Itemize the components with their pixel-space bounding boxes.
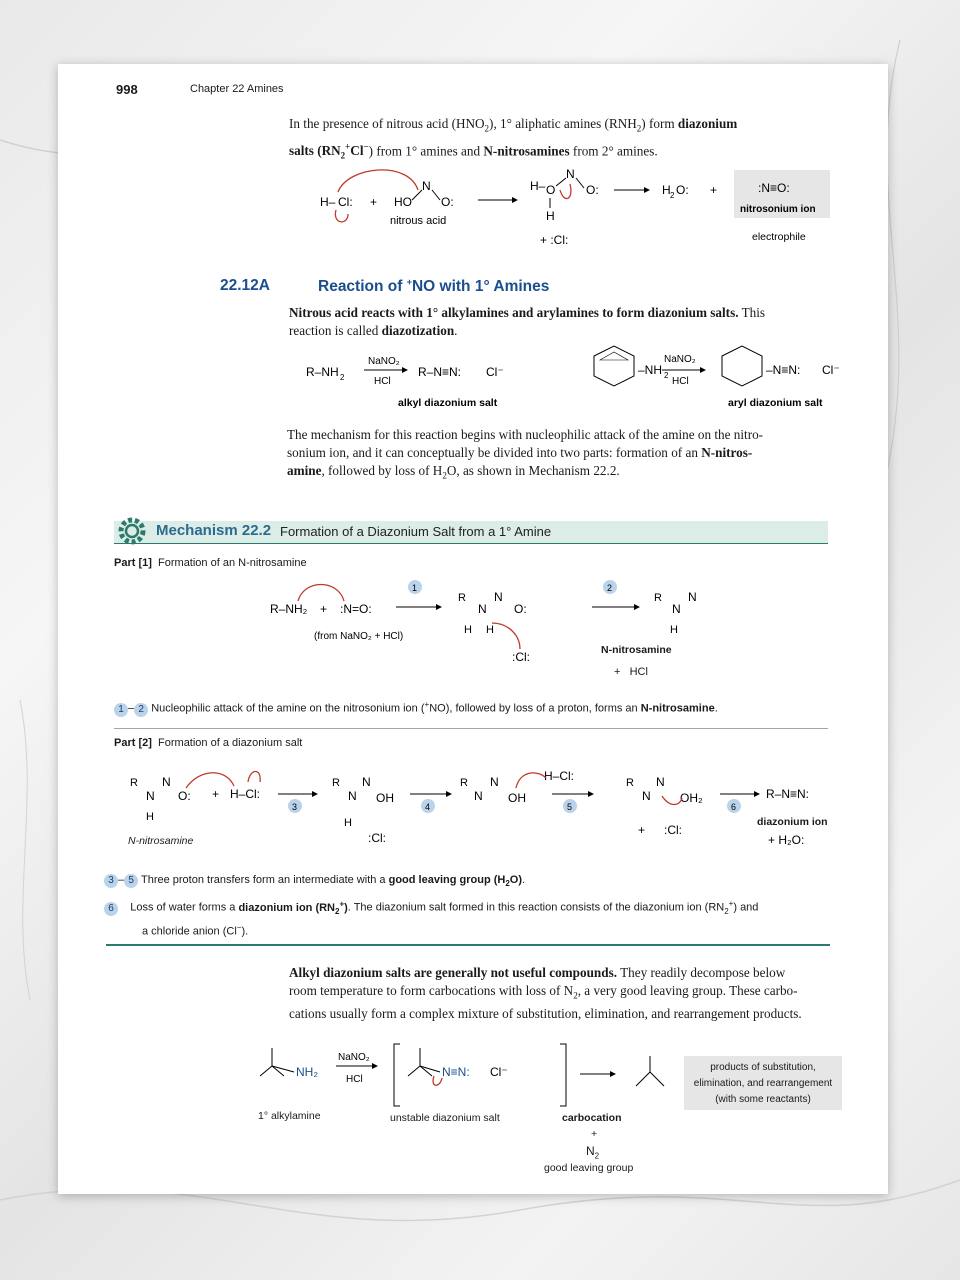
intro-term: Cl [350, 143, 364, 159]
svg-text:HO: HO [394, 195, 412, 209]
plus-sign: + [591, 1128, 598, 1140]
step-badge: 6 [104, 902, 118, 916]
svg-text:2: 2 [670, 191, 675, 200]
svg-text:O:: O: [586, 183, 599, 197]
intro-term: N-nitrosamines [483, 143, 570, 159]
nitrous-acid-label: nitrous acid [390, 215, 447, 227]
products-line: products of substitution, [710, 1062, 816, 1073]
svg-text::Cl:: :Cl: [368, 831, 386, 845]
svg-text:N: N [362, 775, 371, 789]
svg-text:4: 4 [425, 802, 431, 812]
part1-note-text: Nucleophilic attack of the amine on the nitrosonium ion ( [151, 702, 425, 715]
svg-text:H–Cl:: H–Cl: [544, 769, 575, 783]
diazotization-scheme [298, 342, 858, 412]
part2-note-text: . [522, 874, 526, 886]
part2-desc: Formation of a diazonium salt [158, 737, 303, 749]
svg-text:NaNO₂: NaNO₂ [368, 356, 400, 367]
svg-text:NaNO₂: NaNO₂ [664, 354, 696, 365]
svg-text::Cl:: :Cl: [664, 823, 682, 837]
svg-text:+: + [212, 787, 220, 801]
part2-note-term: ) [344, 901, 348, 914]
svg-text:N: N [474, 789, 483, 803]
svg-text:N: N [566, 167, 575, 181]
diazotization-term: diazotization [381, 323, 455, 338]
svg-text:O:: O: [676, 183, 689, 197]
svg-text:N: N [162, 775, 171, 789]
section-title-part: NO with 1° Amines [411, 278, 550, 296]
part1-desc: Formation of an N-nitrosamine [158, 557, 307, 569]
good-leaving-group-label: good leaving group [544, 1162, 634, 1174]
mechanism-end-rule [106, 944, 830, 946]
svg-text:2: 2 [664, 371, 669, 380]
svg-text:N: N [672, 602, 681, 616]
mechanism-subtitle: Formation of a Diazonium Salt from a 1° Amine [280, 524, 552, 539]
svg-text:+: + [710, 183, 718, 197]
closing-text: room temperature to form carbocations with loss of N [289, 983, 574, 998]
svg-text::Cl:: :Cl: [512, 650, 530, 664]
part2-note-term: diazonium ion (RN [238, 901, 335, 914]
part2-note-term: good leaving group (H [388, 874, 506, 886]
svg-text:R–N≡N:: R–N≡N: [418, 365, 462, 379]
svg-text:Cl⁻: Cl⁻ [822, 363, 840, 377]
divider [114, 728, 828, 729]
section-number: 22.12A [220, 277, 270, 294]
svg-text:+: + [320, 602, 328, 616]
closing-text: cations usually form a complex mixture of substitution, elimination, and rearrangement products. [289, 1005, 802, 1021]
svg-text:N: N [494, 590, 503, 604]
svg-text:H: H [670, 624, 678, 636]
intro-term: salts (RN [289, 143, 341, 159]
closing-paragraph: Alkyl diazonium salts are generally not useful compounds. They readily decompose below room temperature to form carbocations with loss of $N_2$, a very good leaving group. These carbo- cations usually form a complex mixture of substitution, elimination, and rearrangement products. [289, 964, 834, 1023]
part2-note-35: 3 – 5 Three proton transfers form an intermediate with a good leaving group $(H_2O)$. [104, 874, 834, 888]
step-badge: 5 [124, 874, 138, 888]
closing-key-sentence: Alkyl diazonium salts are generally not useful compounds. [289, 965, 618, 980]
svg-text:H–: H– [530, 179, 546, 193]
intro-paragraph: In the presence of nitrous acid $(HNO_2)$, 1° aliphatic amines $(RNH_2)$ form diazonium salts $(RN_2^+Cl^-)$ from 1° amines and N-nitrosamines from 2° amines. [289, 116, 738, 161]
svg-text:5: 5 [567, 802, 573, 812]
svg-text:OH: OH [376, 791, 394, 805]
part2-note-6: 6 Loss of water forms a diazonium ion $(RN_2^+)$. The diazonium salt formed in this reaction consists of the diazonium ion $(RN_2^+)$ and a chloride anion (Cl−). [104, 896, 834, 940]
part2-start-label: N-nitrosamine [128, 835, 194, 847]
part2-note-text: ) and [733, 901, 759, 914]
section-title: Reaction of +NO with 1° Amines [318, 277, 550, 296]
svg-text:HCl: HCl [672, 376, 689, 387]
svg-text:H–: H– [320, 195, 336, 209]
svg-text:6: 6 [731, 802, 737, 812]
aryl-diazonium-label: aryl diazonium salt [728, 397, 823, 409]
products-text [684, 1060, 842, 1108]
svg-text:R: R [654, 592, 662, 604]
n-nitrosamine-term: amine [287, 463, 322, 478]
svg-text:Cl⁻: Cl⁻ [486, 365, 504, 379]
svg-text:N: N [478, 602, 487, 616]
svg-text:NaNO₂: NaNO₂ [338, 1052, 370, 1063]
svg-text:HCl: HCl [346, 1074, 363, 1085]
part1-byproduct: + HCl [614, 666, 648, 678]
svg-text:–N≡N:: –N≡N: [766, 363, 801, 377]
svg-text:N: N [656, 775, 665, 789]
mechanism-intro-line: O, as shown in Mechanism 22.2. [446, 463, 620, 478]
textbook-page [58, 64, 888, 1194]
svg-text:H–Cl:: H–Cl: [230, 787, 261, 801]
from-note-a: (from NaNO [314, 631, 368, 642]
svg-text:O:: O: [441, 195, 454, 209]
nitrosonium-ion-label: nitrosonium ion [740, 204, 816, 215]
carbocation-label: carbocation [562, 1112, 622, 1124]
products-line: (with some reactants) [715, 1094, 811, 1105]
svg-text:H: H [464, 624, 472, 636]
svg-text::N≡O:: :N≡O: [758, 181, 790, 195]
svg-text:N: N [422, 179, 431, 193]
svg-text:O:: O: [178, 789, 191, 803]
section-text: . [454, 323, 458, 338]
part2-note-text: . The diazonium salt formed in this reaction consists of the diazonium ion (RN [347, 901, 725, 914]
step-badge: 2 [134, 703, 148, 717]
mechanism-intro-paragraph: The mechanism for this reaction begins with nucleophilic attack of the amine on the nitro- sonium ion, and it can conceptually be divided into two parts: formation of an N-nitros- amine, followed by loss of $H_2O$, as shown in Mechanism 22.2. [287, 426, 832, 485]
intro-text: In the presence of nitrous acid (HNO [289, 116, 485, 131]
gear-icon [114, 514, 150, 548]
nitrosonium-formation-scheme [308, 160, 848, 260]
svg-text:OH: OH [508, 791, 526, 805]
svg-text:N: N [490, 775, 499, 789]
svg-text:N: N [688, 590, 697, 604]
section-text: reaction is called [289, 323, 382, 338]
from-note-b: + HCl) [371, 631, 404, 642]
mechanism-intro-line: , followed by loss of H [321, 463, 443, 478]
intro-text: from 2° amines. [569, 143, 658, 159]
svg-text:R: R [626, 777, 634, 789]
svg-text:+ H₂O:: + H₂O: [768, 833, 805, 847]
part1-scheme [258, 579, 698, 679]
section-key-sentence: Nitrous acid reacts with 1° alkylamines and arylamines to form diazonium salts. [289, 305, 739, 320]
intro-text: ) form [641, 116, 678, 131]
page-number: 998 [116, 82, 138, 97]
closing-text: They readily decompose below [617, 965, 786, 980]
svg-text:R–NH: R–NH [306, 365, 339, 379]
svg-text:OH₂: OH₂ [680, 791, 703, 805]
alkylamine-label: 1° alkylamine [258, 1110, 321, 1122]
svg-text:H: H [146, 811, 154, 823]
intro-text: ), 1° aliphatic amines (RNH [489, 116, 637, 131]
intro-term: diazonium [677, 116, 738, 131]
part1-note-text: NO), followed by loss of a proton, forms an [429, 702, 641, 715]
chapter-header: Chapter 22 Amines [190, 83, 284, 95]
svg-text:H: H [486, 624, 494, 636]
section-title-part: Reaction of [318, 278, 407, 296]
alkyl-diazonium-label: alkyl diazonium salt [398, 397, 498, 409]
n-nitrosamine-term: N-nitros- [701, 445, 753, 460]
svg-text:N: N [146, 789, 155, 803]
part1-label: Part [1] [114, 557, 152, 569]
closing-text: , a very good leaving group. These carbo- [577, 983, 798, 998]
svg-text:3: 3 [292, 802, 298, 812]
svg-text:Cl:: Cl: [338, 195, 353, 209]
diazonium-ion-label: diazonium ion [757, 816, 828, 828]
part1-product-label: N-nitrosamine [601, 644, 672, 656]
section-text: This [738, 305, 766, 320]
svg-text:N: N [348, 789, 357, 803]
svg-text:1: 1 [412, 583, 418, 593]
intro-text: ) from 1° amines and [368, 143, 484, 159]
svg-text:+ :Cl:: + :Cl: [540, 233, 569, 247]
svg-text:H: H [662, 183, 671, 197]
part2-heading [114, 737, 302, 749]
part1-note-term: N-nitrosamine [640, 702, 715, 715]
section-paragraph [289, 304, 829, 340]
svg-text:R: R [130, 777, 138, 789]
part2-note-term: O) [509, 874, 523, 886]
svg-text:+: + [638, 823, 646, 837]
part1-note-text: . [714, 702, 718, 715]
step-badge: 3 [104, 874, 118, 888]
part1-note: 1 – 2 Nucleophilic attack of the amine on the nitrosonium ion (+NO), followed by loss of a proton, forms an N-nitrosamine. [114, 700, 834, 717]
mechanism-title: Mechanism 22.2 [156, 522, 272, 539]
svg-text:2: 2 [607, 583, 613, 593]
n2-formula: $N_2$ [586, 1144, 600, 1161]
mechanism-intro-line: sonium ion, and it can conceptually be divided into two parts: formation of an [287, 445, 702, 460]
unstable-diazonium-label: unstable diazonium salt [390, 1112, 500, 1124]
part2-note-text: ). [241, 925, 249, 938]
part2-label: Part [2] [114, 737, 152, 749]
products-line: elimination, and rearrangement [693, 1078, 833, 1089]
svg-text::N=O:: :N=O: [340, 602, 372, 616]
svg-text:Cl⁻: Cl⁻ [490, 1065, 508, 1079]
part1-heading [114, 557, 307, 569]
svg-text:H: H [546, 209, 555, 223]
part2-note-text: Loss of water forms a [130, 901, 239, 914]
svg-text:2: 2 [340, 373, 345, 382]
svg-text:O: O [546, 183, 556, 197]
svg-text:–NH: –NH [638, 363, 663, 377]
svg-text:R–NH₂: R–NH₂ [270, 602, 308, 616]
part2-scheme [114, 764, 834, 864]
svg-text:O:: O: [514, 602, 527, 616]
svg-text:HCl: HCl [374, 376, 391, 387]
svg-text:R: R [458, 592, 466, 604]
svg-text:R: R [460, 777, 468, 789]
svg-text:H: H [344, 817, 352, 829]
part2-note-text: a chloride anion (Cl [142, 925, 237, 938]
svg-text:R–N≡N:: R–N≡N: [766, 787, 810, 801]
step-badge: 1 [114, 703, 128, 717]
svg-text:N: N [642, 789, 651, 803]
svg-text:NH₂: NH₂ [296, 1065, 318, 1079]
mechanism-intro-line: The mechanism for this reaction begins with nucleophilic attack of the amine on the nitro- [287, 427, 764, 442]
from-reagents-note: (from NaNO₂ + HCl) [314, 631, 404, 642]
electrophile-label: electrophile [752, 231, 806, 243]
svg-text:R: R [332, 777, 340, 789]
svg-text:+: + [370, 195, 378, 209]
part2-note-text: Three proton transfers form an intermediate with a [140, 874, 389, 886]
svg-text:N≡N:: N≡N: [442, 1065, 470, 1079]
